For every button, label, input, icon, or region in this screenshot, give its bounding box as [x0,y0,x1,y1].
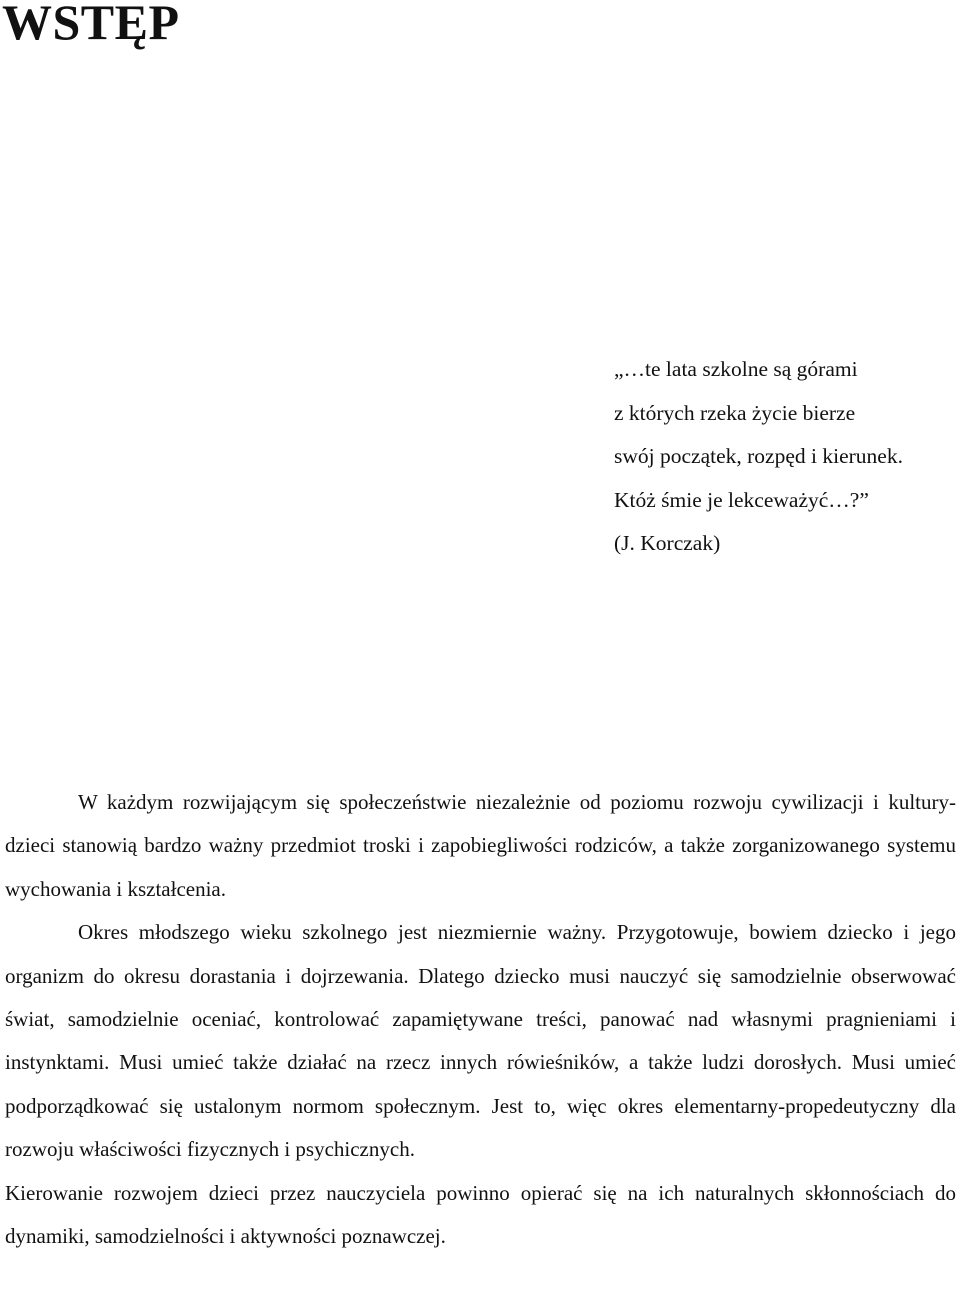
motto-line: swój początek, rozpęd i kierunek. [614,444,903,468]
body-text [5,781,956,1258]
motto-line: „…te lata szkolne są górami [614,357,858,381]
paragraph: Okres młodszego wieku szkolnego jest niezmiernie ważny. Przygotowuje, bowiem dziecko i jego organizm do okresu dorastania i dojrzewania. Dlatego dziecko musi nauczyć się samodzielnie obserwować świat, samodzielnie oceniać, kontrolować zapamiętywane treści, panować nad własnymi pragnieniami i instynktami. Musi umieć także działać na rzecz innych rówieśników, a także ludzi dorosłych. Musi umieć podporządkować się ustalonym normom społecznym. Jest to, więc okres elementarny-propedeutyczny dla rozwoju właściwości fizycznych i psychicznych. [5,920,956,1162]
page-heading: WSTĘP [2,0,180,50]
motto-line: Któż śmie je lekceważyć…?” [614,487,869,512]
motto-line: z których rzeka życie bierze [614,400,856,425]
paragraph: Kierowanie rozwojem dzieci przez nauczyciela powinno opierać się na ich naturalnych skłonnościach do dynamiki, samodzielności i aktywności poznawczej. [5,1180,956,1249]
paragraph: W każdym rozwijającym się społeczeństwie niezależnie od poziomu rozwoju cywilizacji i kultury- dzieci stanowią bardzo ważny przedmiot troski i zapobiegliwości rodziców, a także zorganizowanego systemu wychowania i kształcenia. [5,790,956,901]
motto-quote [614,348,903,566]
motto-author: (J. Korczak) [614,531,721,555]
